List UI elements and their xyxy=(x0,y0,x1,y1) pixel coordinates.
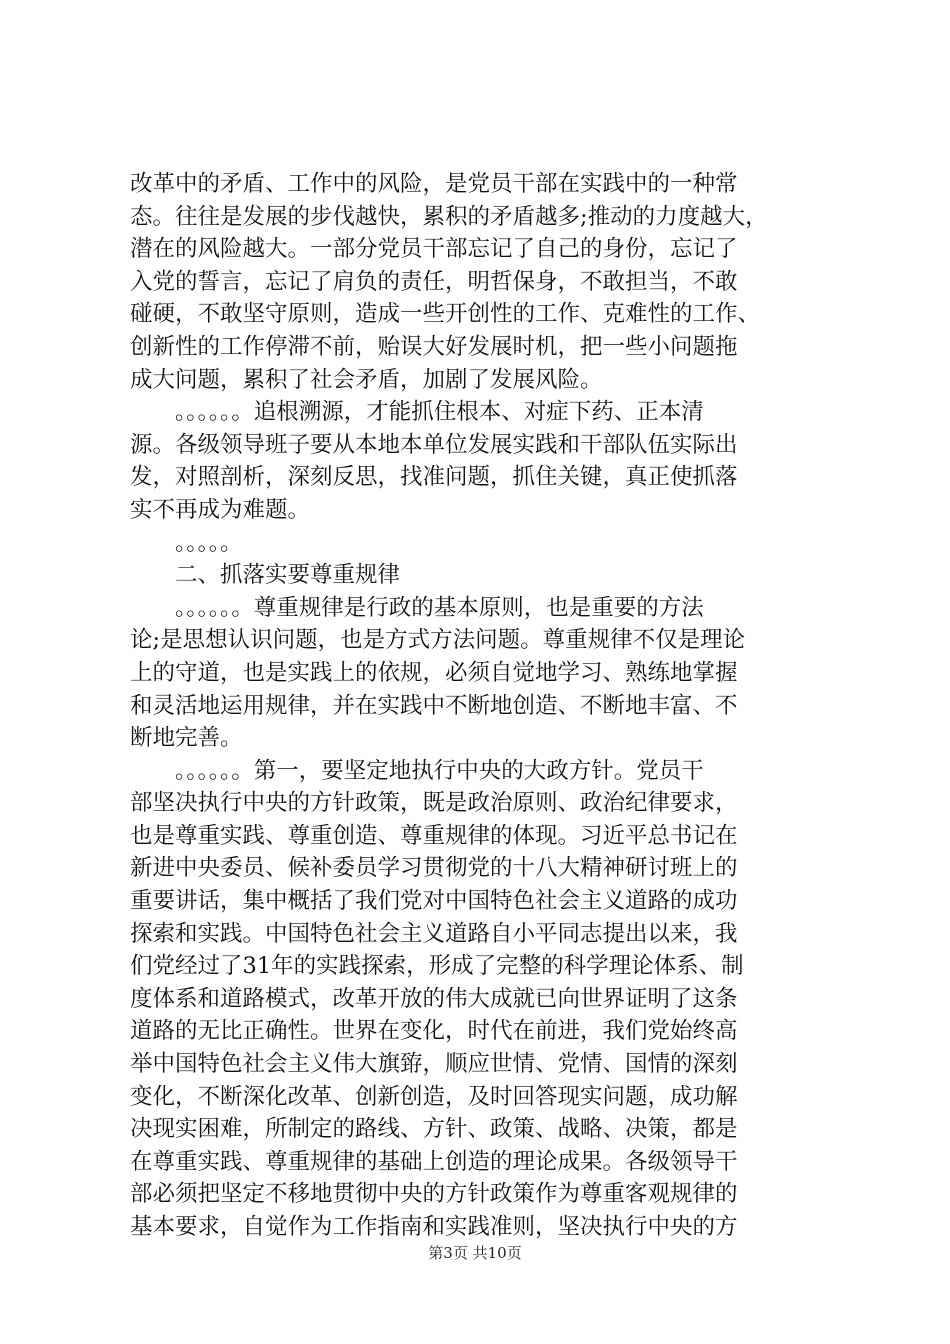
text-line: 成大问题，累积了社会矛盾，加剧了发展风险。 xyxy=(130,366,603,393)
text-line: 断地完善。 xyxy=(130,725,243,752)
text-line: 发，对照剖析，深刻反思，找准问题，抓住关键，真正使抓落 xyxy=(130,464,738,491)
text-line: 决现实困难，所制定的路线、方针、政策、战略、决策，都是 xyxy=(130,1116,738,1143)
text-line: 。。。。。。追根溯源，才能抓住根本、对症下药、正本清 xyxy=(130,399,704,426)
text-line: 度体系和道路模式，改革开放的伟大成就已向世界证明了这条 xyxy=(130,985,738,1012)
text-line: 部坚决执行中央的方针政策，既是政治原则、政治纪律要求， xyxy=(130,790,738,817)
text-line: 实不再成为难题。 xyxy=(130,496,311,523)
text-line: 也是尊重实践、尊重创造、尊重规律的体现。习近平总书记在 xyxy=(130,822,738,849)
text-line: 。。。。。。第一，要坚定地执行中央的大政方针。党员干 xyxy=(130,757,704,784)
text-line: 创新性的工作停滞不前，贻误大好发展时机，把一些小问题拖 xyxy=(130,333,738,360)
text-line: 潜在的风险越大。一部分党员干部忘记了自己的身份，忘记了 xyxy=(130,236,738,263)
text-line: 部必须把坚定不移地贯彻中央的方针政策作为尊重客观规律的 xyxy=(130,1181,738,1208)
text-line: 举中国特色社会主义伟大旗臶，顺应世情、党情、国情的深刻 xyxy=(130,1051,738,1078)
text-line: 重要讲话，集中概括了我们党对中国特色社会主义道路的成功 xyxy=(130,888,738,915)
text-line: 和灵活地运用规律，并在实践中不断地创造、不断地丰富、不 xyxy=(130,692,738,719)
document-body xyxy=(130,168,852,1244)
page-footer: 第3页 共10页 xyxy=(428,1244,522,1262)
text-line: 源。各级领导班子要从本地本单位发展实践和干部队伍实际出 xyxy=(130,431,738,458)
text-line: 碰硬，不敢坚守原则，造成一些开创性的工作、克难性的工作、 xyxy=(130,301,761,328)
text-line: 。。。。。。尊重规律是行政的基本原则，也是重要的方法 xyxy=(130,594,704,621)
text-line: 探索和实践。中国特色社会主义道路自小平同志提出以来，我 xyxy=(130,920,738,947)
text-line: 在尊重实践、尊重规律的基础上创造的理论成果。各级领导干 xyxy=(130,1148,738,1175)
text-line: 上的守道，也是实践上的依规，必须自觉地学习、熟练地掌握 xyxy=(130,659,738,686)
text-line: 。。。。。 xyxy=(130,529,243,556)
text-line: 基本要求，自觉作为工作指南和实践准则，坚决执行中央的方 xyxy=(130,1214,738,1240)
text-line: 态。往往是发展的步伐越快，累积的矛盾越多;推动的力度越大， xyxy=(130,203,768,230)
text-line: 二、抓落实要尊重规律 xyxy=(130,562,401,589)
text-line: 入党的誓言，忘记了肩负的责任，明哲保身，不敢担当，不敢 xyxy=(130,268,738,295)
text-line: 改革中的矛盾、工作中的风险，是党员干部在实践中的一种常 xyxy=(130,171,738,197)
text-line: 新进中央委员、候补委员学习贯彻党的十八大精神研讨班上的 xyxy=(130,855,738,882)
text-line: 变化，不断深化改革、创新创造，及时回答现实问题，成功解 xyxy=(130,1083,738,1110)
text-line: 道路的无比正确性。世界在变化，时代在前进，我们党始终高 xyxy=(130,1018,738,1045)
text-line: 论;是思想认识问题，也是方式方法问题。尊重规律不仅是理论 xyxy=(130,627,746,654)
text-line: 们党经过了31年的实践探索，形成了完整的科学理论体系、制 xyxy=(130,953,744,980)
